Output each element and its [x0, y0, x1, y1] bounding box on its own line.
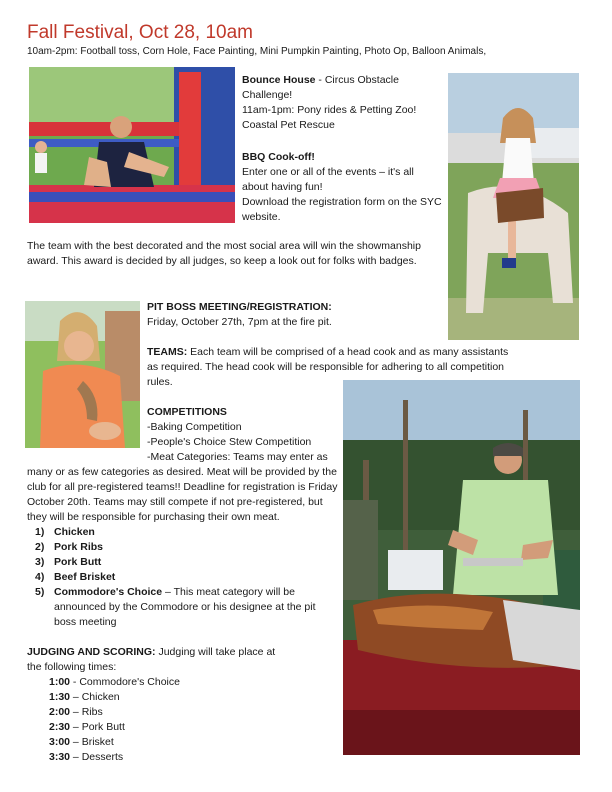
meat-item: [27, 585, 327, 630]
judging-section: [27, 645, 277, 765]
meat-number: 4): [35, 571, 45, 583]
meat-name: Chicken: [54, 526, 95, 538]
page-title: Fall Festival, Oct 28, 10am: [27, 22, 253, 43]
meat-name: Beef Brisket: [54, 571, 116, 583]
judging-time: 3:30: [49, 751, 71, 763]
bbq-section: [242, 150, 442, 225]
judging-text: Judging will take place at the following times:: [27, 646, 276, 673]
judging-time: 3:00: [49, 736, 71, 748]
meat-item: [27, 525, 327, 540]
meat-item: [27, 570, 327, 585]
meat-list-section: [27, 525, 327, 630]
judging-time-row: [49, 690, 277, 705]
competitions-heading: COMPETITIONS: [147, 406, 227, 418]
judging-time: 1:30: [49, 691, 71, 703]
bounce-house-section: [242, 73, 442, 133]
competitions-section: [147, 405, 342, 450]
judging-time-row: [49, 735, 277, 750]
bounce-house-photo: [29, 67, 235, 223]
judging-time: 1:00: [49, 676, 71, 688]
judging-time-label: – Ribs: [70, 706, 103, 718]
judging-times: [27, 675, 277, 765]
meat-item: [27, 540, 327, 555]
teams-text: Each team will be comprised of a head cook and as many assistants as required. The head cook will be responsible for adhering to all competition rules.: [147, 346, 509, 388]
bounce-house-heading: Bounce House: [242, 74, 316, 86]
meat-item: [27, 555, 327, 570]
showmanship-paragraph: The team with the best decorated and the most social area will win the showmanship award. This award is decided by all judges, so keep a look out for folks with badges.: [27, 240, 421, 267]
meat-categories-text: -Meat Categories: Teams may enter as many or as few categories as desired. Meat will be provided by the club for all pre-registered teams!! Deadline for registration is Friday October 20th. Teams may still compete if not pre-registered, but they will be responsible for purchasing their own meat.: [27, 451, 338, 523]
teams-heading: TEAMS:: [147, 346, 188, 358]
judging-time: 2:00: [49, 706, 71, 718]
meat-name: Commodore's Choice: [54, 586, 163, 598]
judging-time-label: – Chicken: [70, 691, 120, 703]
pit-boss-section: [147, 300, 443, 330]
judging-heading: JUDGING AND SCORING:: [27, 646, 156, 658]
meat-number: 5): [35, 586, 45, 598]
judging-time-row: [49, 705, 277, 720]
pony-ride-photo: [448, 73, 579, 340]
judging-time-label: – Brisket: [70, 736, 114, 748]
judging-time-row: [49, 720, 277, 735]
meat-list: [27, 525, 327, 630]
activities-subtitle: 10am-2pm: Football toss, Corn Hole, Face Painting, Mini Pumpkin Painting, Photo Op, Balloon Animals,: [27, 46, 487, 57]
judging-time-label: – Desserts: [70, 751, 124, 763]
lizard-kid-photo: [25, 301, 140, 448]
pit-boss-heading: PIT BOSS MEETING/REGISTRATION:: [147, 301, 332, 313]
pony-rides-text: 11am-1pm: Pony rides & Petting Zoo!: [242, 104, 417, 116]
judging-time-row: [49, 750, 277, 765]
judging-time: 2:30: [49, 721, 71, 733]
bbq-heading: BBQ Cook-off!: [242, 151, 315, 163]
bounce-house-text: - Circus Obstacle Challenge!: [242, 74, 399, 101]
judging-time-label: - Commodore's Choice: [70, 676, 180, 688]
bbq-line-2: Download the registration form on the SYC website.: [242, 196, 442, 223]
bbq-cook-photo: [343, 380, 580, 755]
meat-name: Pork Butt: [54, 556, 102, 568]
competition-item: -People's Choice Stew Competition: [147, 436, 312, 448]
pit-boss-text: Friday, October 27th, 7pm at the fire pit.: [147, 316, 332, 328]
judging-time-label: – Pork Butt: [70, 721, 125, 733]
meat-name: Pork Ribs: [54, 541, 104, 553]
meat-number: 3): [35, 556, 45, 568]
meat-note: – This meat category will be announced by the Commodore or his designee at the pit boss meeting: [54, 586, 316, 628]
meat-number: 2): [35, 541, 45, 553]
pet-rescue-text: Coastal Pet Rescue: [242, 119, 335, 131]
meat-number: 1): [35, 526, 45, 538]
bbq-line-1: Enter one or all of the events – it's all about having fun!: [242, 166, 414, 193]
competition-item: -Baking Competition: [147, 421, 242, 433]
judging-time-row: [49, 675, 277, 690]
